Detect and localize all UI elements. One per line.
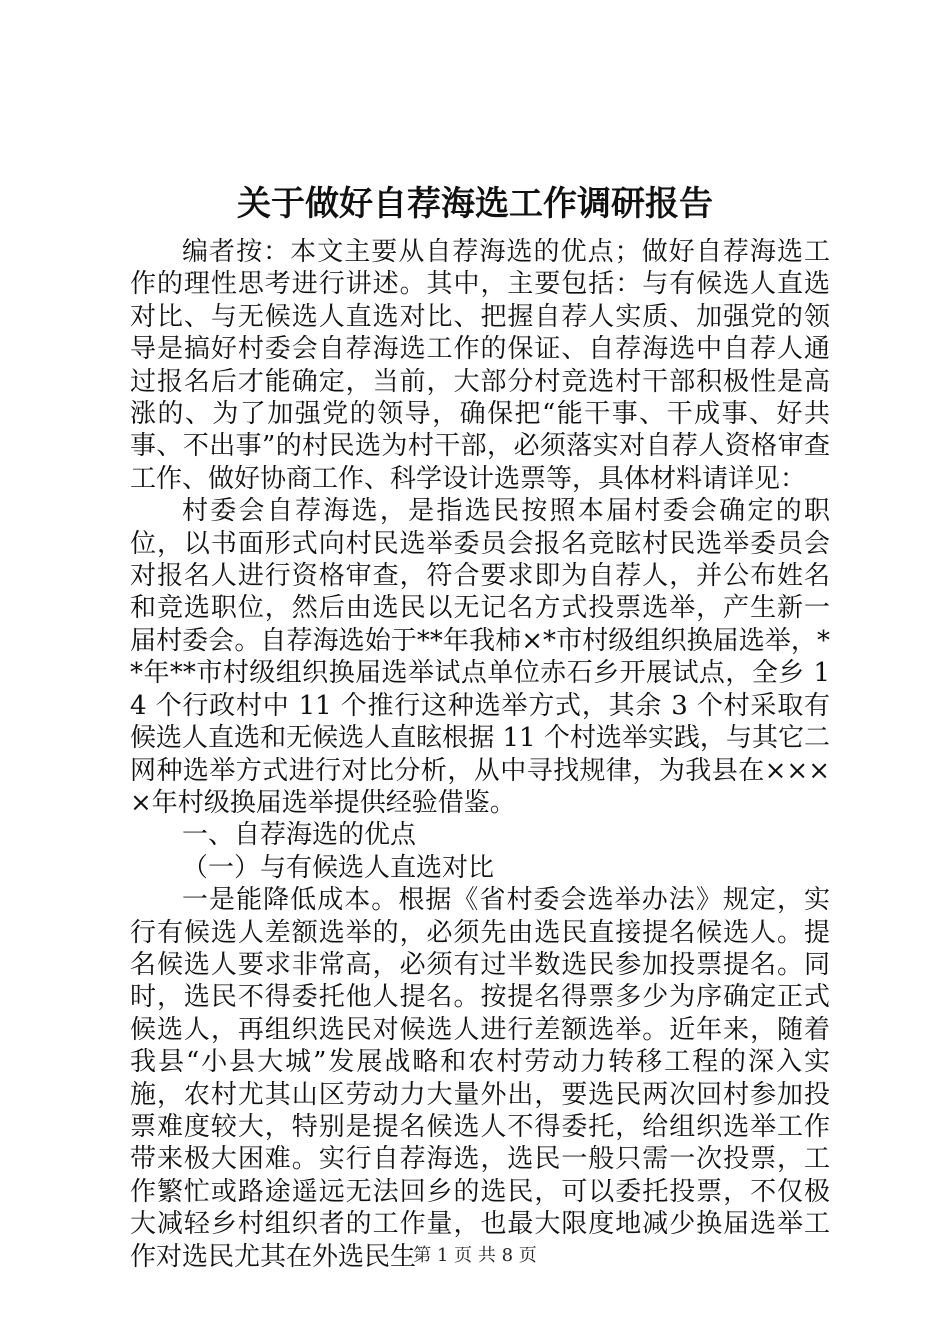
intro-paragraph: 村委会自荐海选，是指选民按照本届村委会确定的职位，以书面形式向村民选举委员会报名竞眩村民选举委员会对报名人进行资格审查，符合要求即为自荐人，并公布姓名和竞选职位，然后由选民以无记名方式投票选举，产生新一届村委会。自荐海选始于**年我柿×*市村级组织换届选举，**年**市村级组织换届选举试点单位赤石乡开展试点，全乡 14 个行政村中 11 个推行这种选举方式，其余 3 个村采取有候选人直选和无候选人直眩根据 11 个村选举实践，与其它二网种选举方式进行对比分析，从中寻找规律，为我县在××××年村级换届选举提供经验借鉴。 xyxy=(130,496,830,818)
page-footer: 第 1 页 共 8 页 xyxy=(413,1245,537,1266)
subsection-heading: （一）与有候选人直选对比 xyxy=(182,852,495,883)
section-heading: 一、自荐海选的优点 xyxy=(182,820,417,851)
editor-note-paragraph: 编者按：本文主要从自荐海选的优点；做好自荐海选工作的理性思考进行讲述。其中，主要包括：与有候选人直选对比、与无候选人直选对比、把握自荐人实质、加强党的领导是搞好村委会自荐海选工作的保证、自荐海选中自荐人通过报名后才能确定，当前，大部分村竞选村干部积极性是高涨的、为了加强党的领导，确保把“能干事、干成事、好共事、不出事”的村民选为村干部，必须落实对自荐人资格审查工作、做好协商工作、科学设计选票等，具体材料请详见： xyxy=(130,237,830,494)
document-title: 关于做好自荐海选工作调研报告 xyxy=(237,184,713,224)
document-body xyxy=(130,236,830,1273)
cost-reduction-paragraph: 一是能降低成本。根据《省村委会选举办法》规定，实行有候选人差额选举的，必须先由选民直接提名候选人。提名候选人要求非常高，必须有过半数选民参加投票提名。同时，选民不得委托他人提名。按提名得票多少为序确定正式候选人，再组织选民对候选人进行差额选举。近年来，随着我县“小县大城”发展战略和农村劳动力转移工程的深入实施，农村尤其山区劳动力大量外出，要选民两次回村参加投票难度较大，特别是提名候选人不得委托，给组织选举工作带来极大困难。实行自荐海选，选民一般只需一次投票，工作繁忙或路途遥远无法回乡的选民，可以委托投票，不仅极大减轻乡村组织者的工作量，也最大限度地减少换届选举工作对选民尤其在外选民生 xyxy=(130,885,830,1272)
